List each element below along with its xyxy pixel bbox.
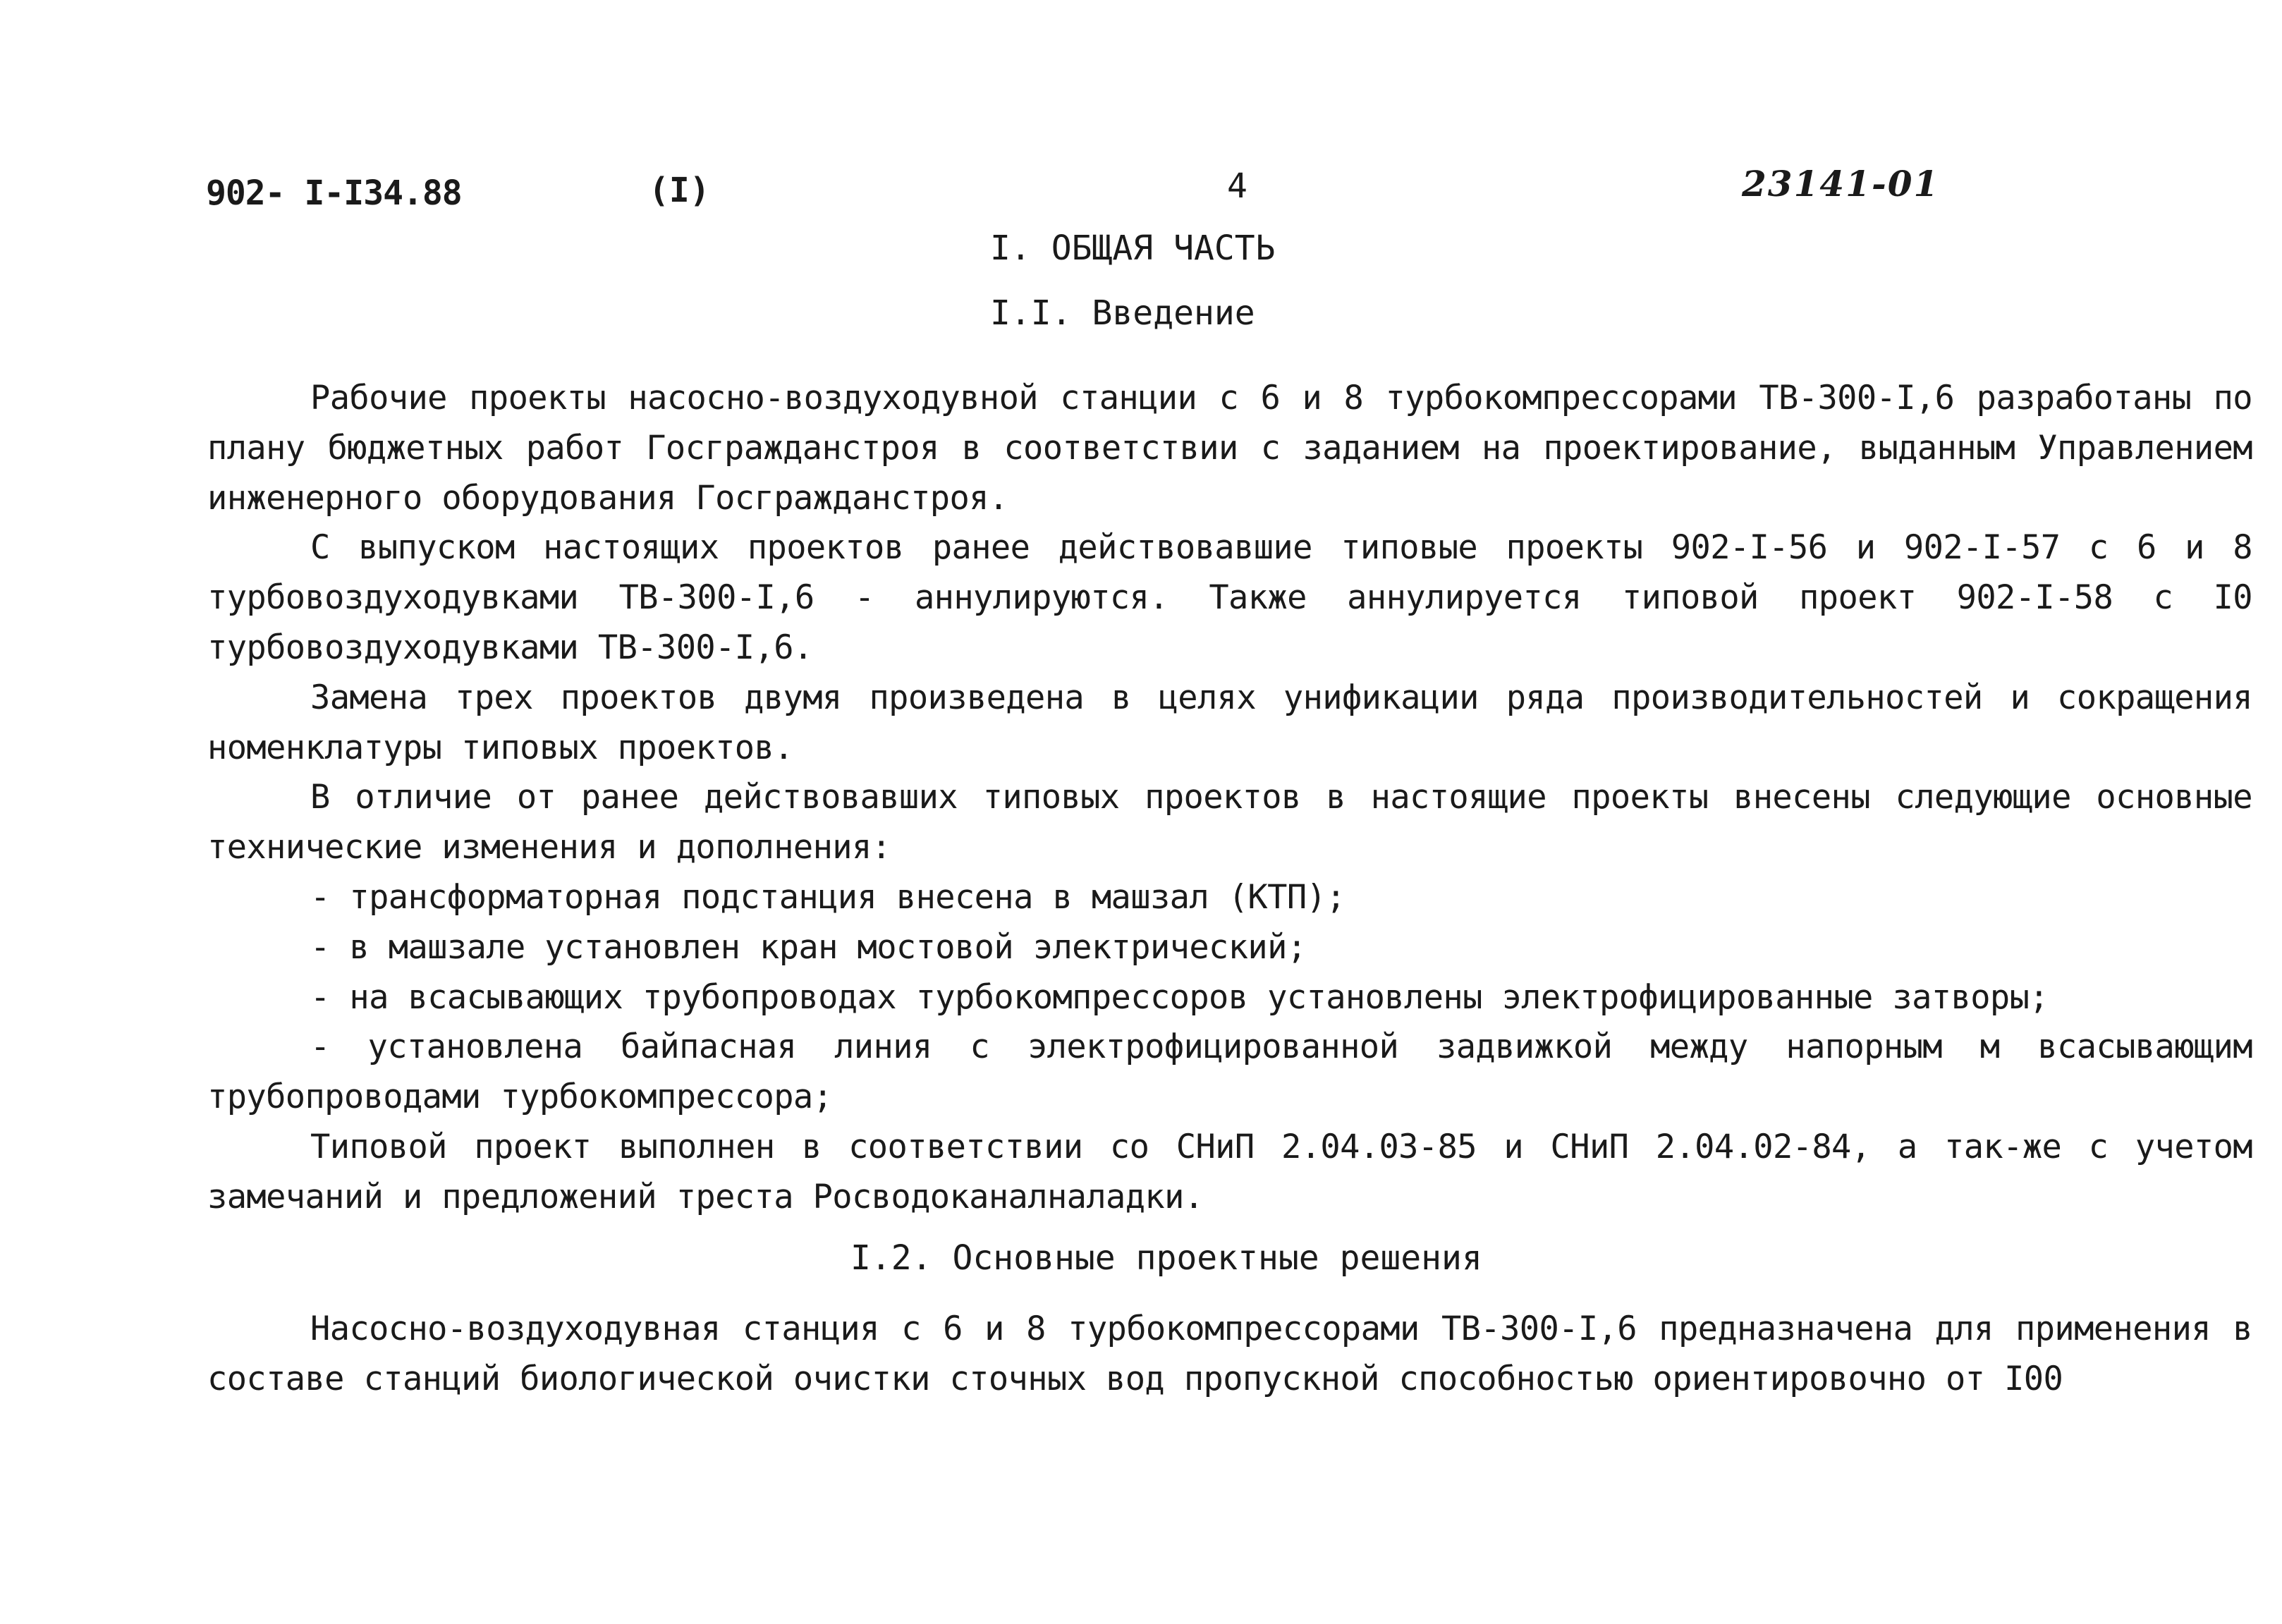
list-item: - установлена байпасная линия с электрофицированной задвижкой между напорным м всасывающим трубопроводами турбокомпрессора; — [207, 1027, 2252, 1117]
introduction-body — [207, 374, 2252, 1223]
paragraph: В отличие от ранее действовавших типовых проектов в настоящие проекты внесены следующие основные технические изменения и дополнения: — [207, 778, 2252, 867]
subsection-2-title: I.2. Основные проектные решения — [850, 1238, 1482, 1278]
volume-number: (I) — [649, 171, 710, 210]
paragraph: Насосно-воздуходувная станция с 6 и 8 турбокомпрессорами ТВ-300-I,6 предназначена для применения в составе станций биологической очистки сточных вод пропускной способностью ориентировочно от I00 — [207, 1309, 2252, 1398]
paragraph: С выпуском настоящих проектов ранее действовавшие типовые проекты 902-I-56 и 902-I-57 с 6 и 8 турбовоздуходувками ТВ-300-I,6 - аннулируются. Также аннулируется типовой проект 902-I-58 с I0 турбовоздуходувками ТВ-300-I,6. — [207, 528, 2252, 667]
list-item: - на всасывающих трубопроводах турбокомпрессоров установлены электрофицированные затворы; — [310, 977, 2049, 1017]
design-solutions-body — [207, 1305, 2252, 1405]
document-code: 902- I-I34.88 — [206, 173, 462, 213]
list-item: - в машзале установлен кран мостовой электрический; — [310, 927, 1307, 967]
list-item: - трансформаторная подстанция внесена в машзал (КТП); — [310, 877, 1346, 917]
subsection-1-title: I.I. Введение — [990, 293, 1255, 333]
page-number: 4 — [1227, 166, 1247, 206]
inventory-number-handwritten: 23141-01 — [1742, 163, 1940, 204]
paragraph: Замена трех проектов двумя произведена в целях унификации ряда производительностей и сокращения номенклатуры типовых проектов. — [207, 678, 2252, 767]
paragraph: Рабочие проекты насосно-воздуходувной станции с 6 и 8 турбокомпрессорами ТВ-300-I,6 разработаны по плану бюджетных работ Госгражданстроя в соответствии с заданием на проектирование, выданным Управлением инженерного оборудования Госгражданстроя. — [207, 379, 2252, 518]
paragraph: Типовой проект выполнен в соответствии со СНиП 2.04.03-85 и СНиП 2.04.02-84, а так-же с учетом замечаний и предложений треста Росводоканалналадки. — [207, 1127, 2252, 1216]
section-title: I. ОБЩАЯ ЧАСТЬ — [990, 228, 1276, 268]
